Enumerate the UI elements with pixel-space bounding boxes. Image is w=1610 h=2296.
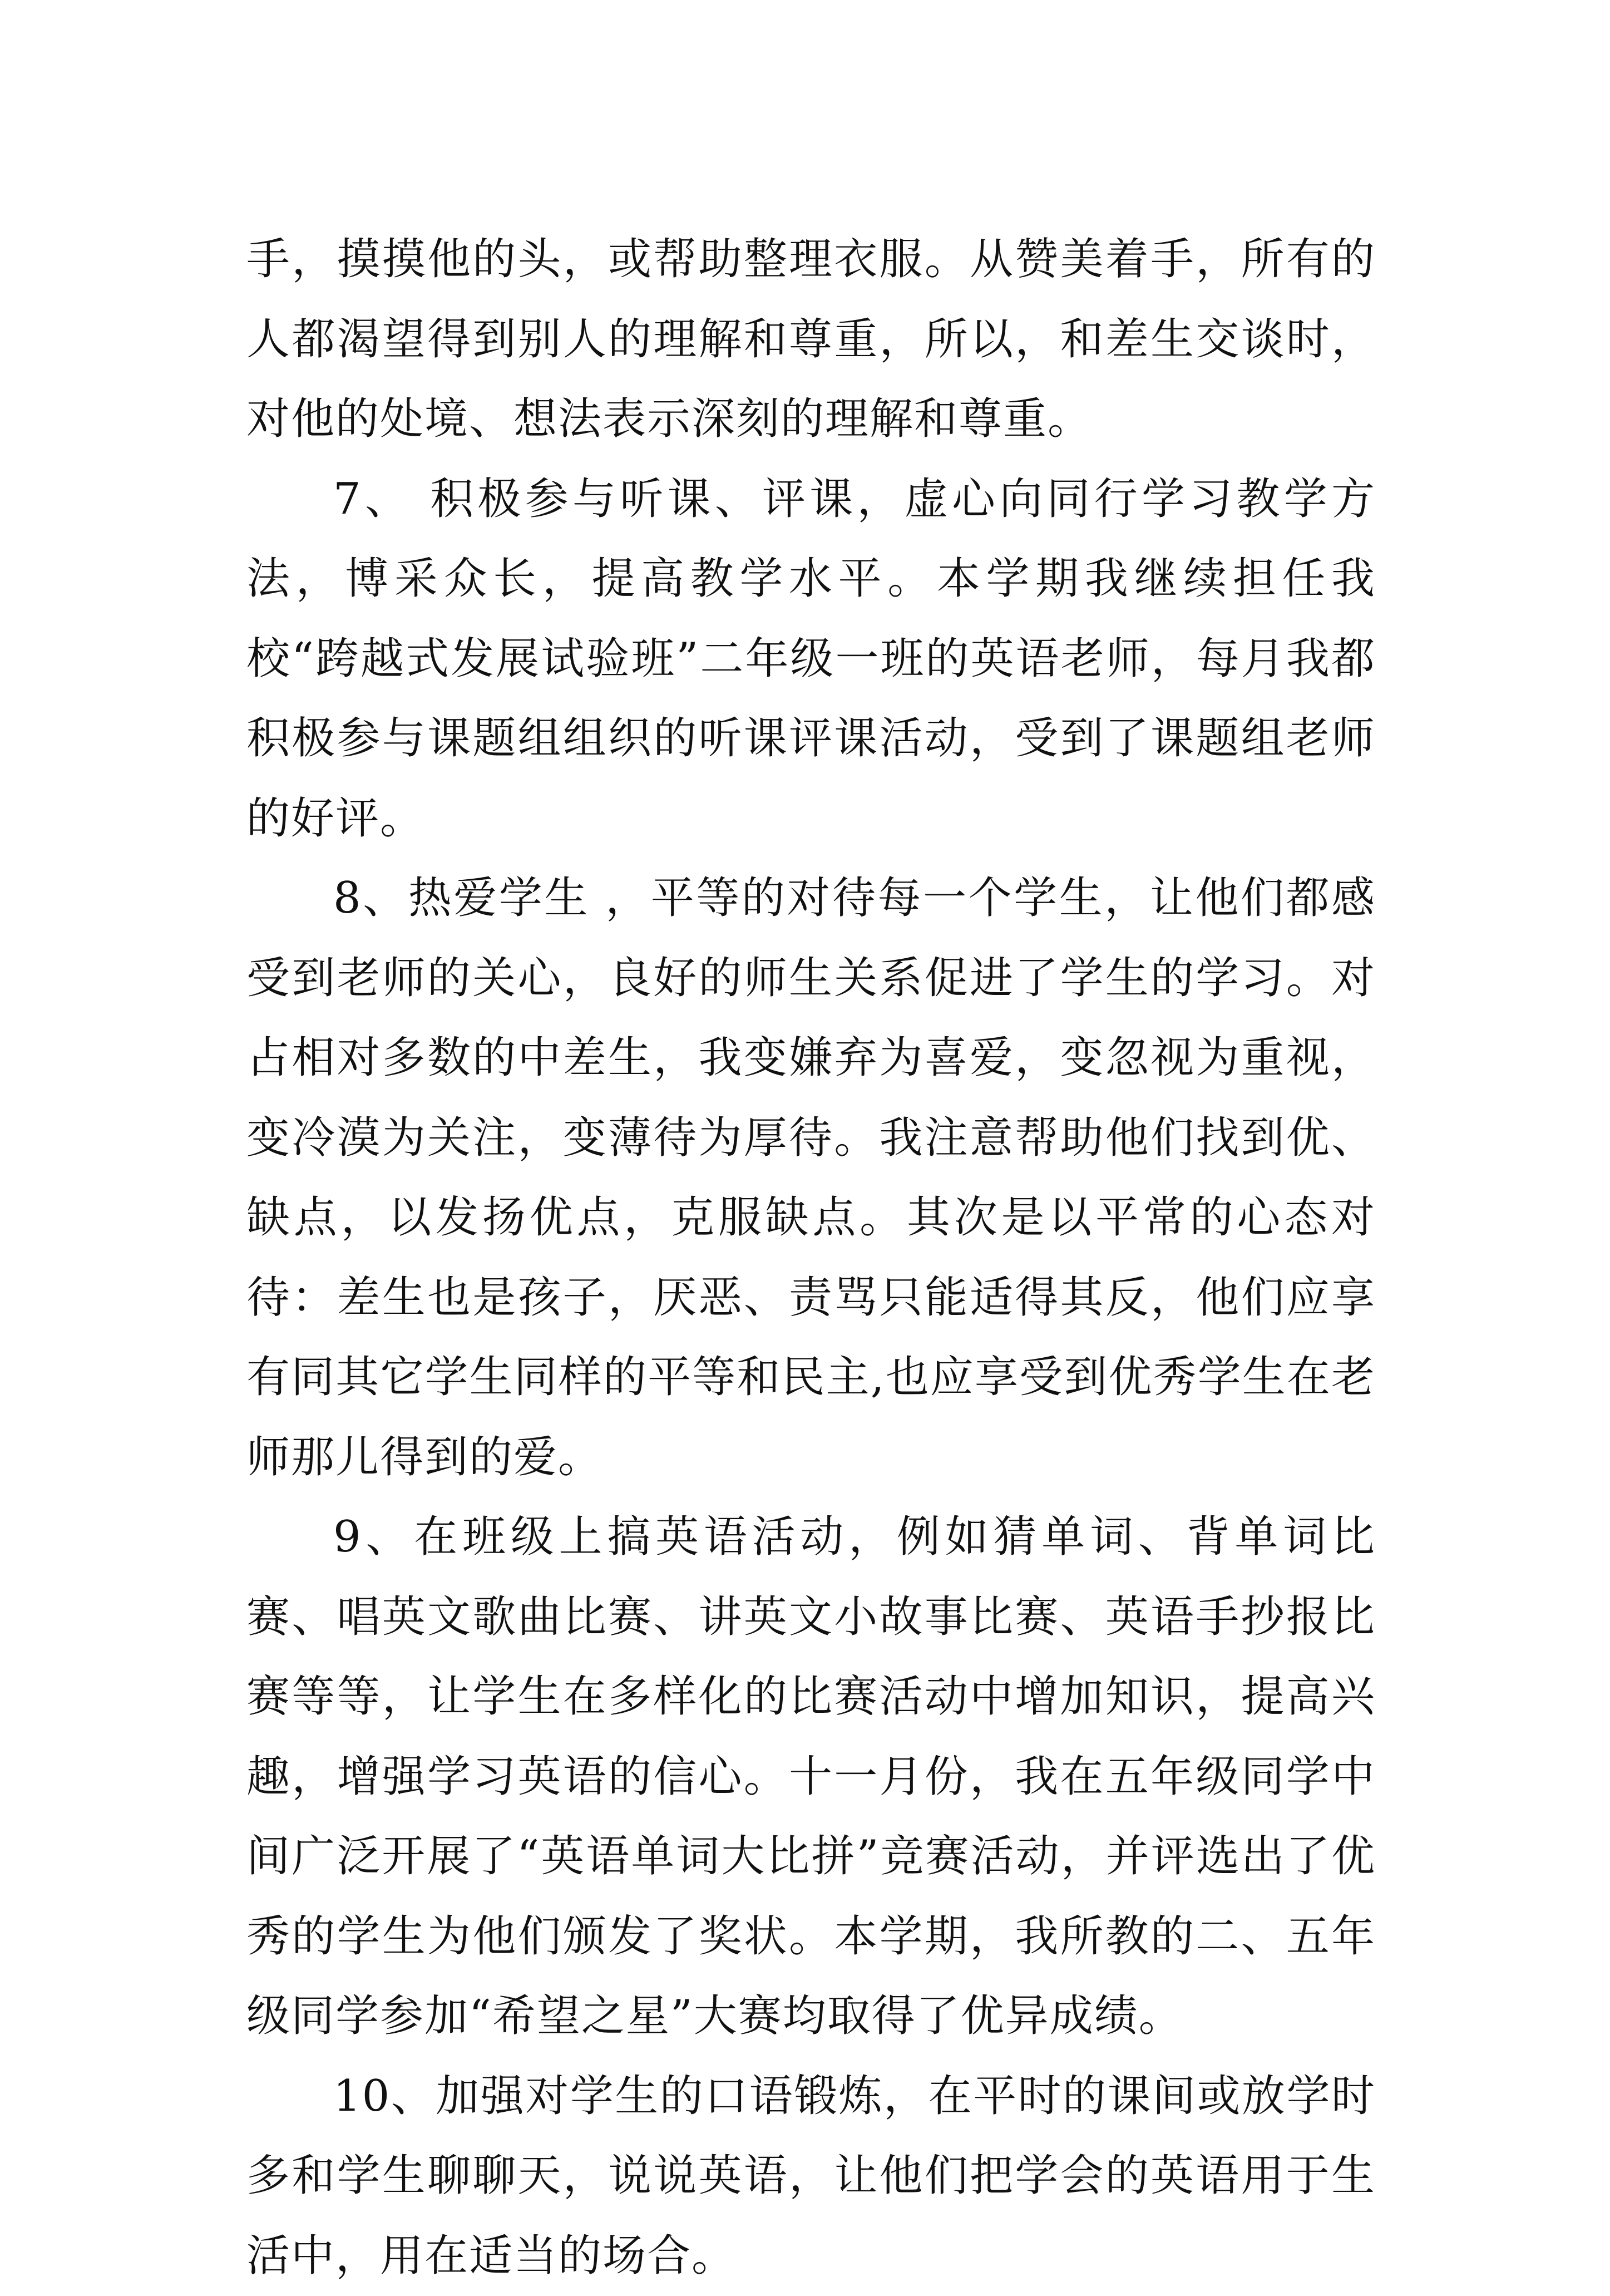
paragraph-item-8: 8、热爱学生 ，平等的对待每一个学生，让他们都感受到老师的关心，良好的师生关系促进了学生的学习。对占相对多数的中差生，我变嫌弃为喜爱，变忽视为重视，变冷漠为关注，变薄待为厚待。我注意帮助他们找到优、缺点，以发扬优点，克服缺点。其次是以平常的心态对待：差生也是孩子，厌恶、责骂只能适得其反，他们应享有同其它学生同样的平等和民主,也应享受到优秀学生在老师那儿得到的爱。 [246,859,1376,1497]
paragraph-item-9: 9、在班级上搞英语活动，例如猜单词、背单词比赛、唱英文歌曲比赛、讲英文小故事比赛、英语手抄报比赛等等，让学生在多样化的比赛活动中增加知识，提高兴趣，增强学习英语的信心。十一月份，我在五年级同学中间广泛开展了“英语单词大比拼”竞赛活动，并评选出了优秀的学生为他们颁发了奖状。本学期，我所教的二、五年级同学参加“希望之星”大赛均取得了优异成绩。 [246,1497,1376,2057]
paragraph-item-7: 7、 积极参与听课、评课，虚心向同行学习教学方法，博采众长，提高教学水平。本学期我继续担任我校“跨越式发展试验班”二年级一班的英语老师，每月我都积极参与课题组组织的听课评课活动，受到了课题组老师的好评。 [246,460,1376,859]
paragraph-continuation: 手，摸摸他的头，或帮助整理衣服。从赞美着手，所有的人都渴望得到别人的理解和尊重，所以，和差生交谈时，对他的处境、想法表示深刻的理解和尊重。 [246,220,1376,460]
paragraph-item-10: 10、加强对学生的口语锻炼，在平时的课间或放学时多和学生聊聊天，说说英语，让他们把学会的英语用于生活中，用在适当的场合。 [246,2057,1376,2296]
document-body [246,220,1376,2296]
